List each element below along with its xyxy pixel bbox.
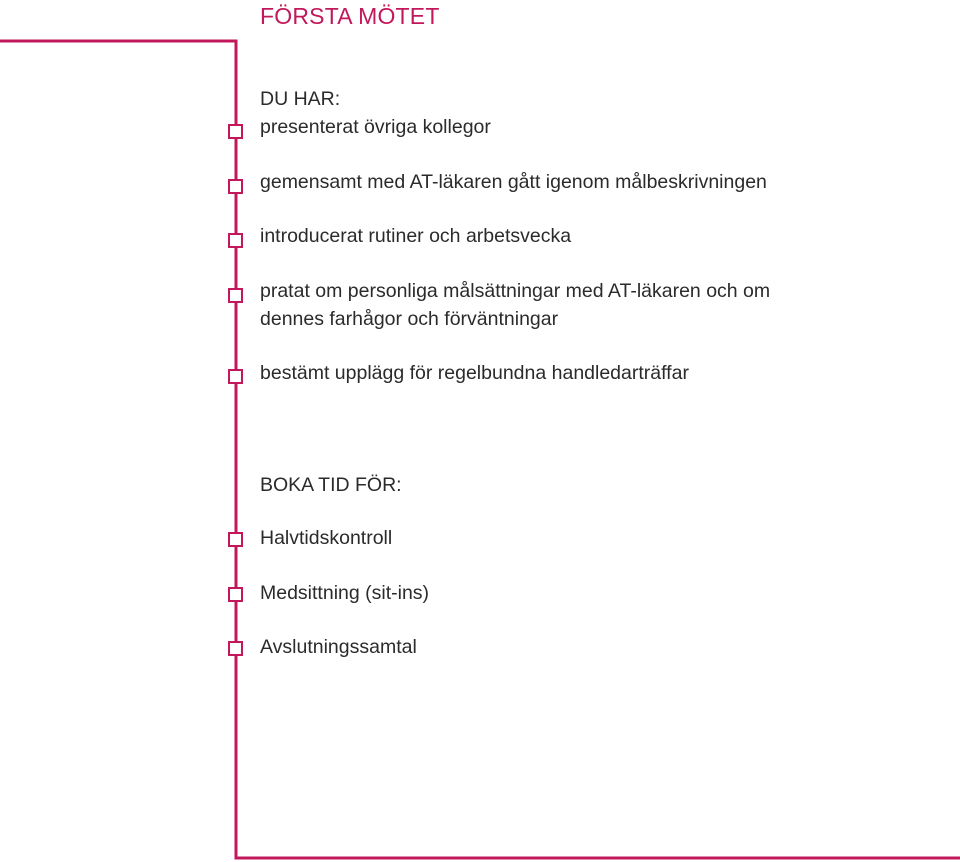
checklist-item-label: presenterat övriga kollegor [260,116,491,138]
checklist-item-label: pratat om personliga målsättningar med AT-läkaren och om [260,280,771,302]
checklist-item-label: gemensamt med AT-läkaren gått igenom målbeskrivningen [260,171,767,193]
checkbox-discussed-personal-goals[interactable] [228,288,243,303]
checkbox-reviewed-goals[interactable] [228,179,243,194]
frame-line [0,41,960,858]
checklist-item-label: Medsittning (sit-ins) [260,582,430,604]
checkbox-presented-colleagues[interactable] [228,124,243,139]
checklist-item-label: Avslutningssamtal [260,636,417,658]
checklist-item-label: introducerat rutiner och arbetsvecka [260,225,572,247]
checkbox-halvtidskontroll[interactable] [228,532,243,547]
section-heading-boka-tid: BOKA TID FÖR: [260,474,402,496]
section-heading-du-har: DU HAR: [260,88,341,110]
checklist-item-label: bestämt upplägg för regelbundna handledarträffar [260,362,689,384]
checkbox-decided-meeting-plan[interactable] [228,369,243,384]
checklist-item-label: Halvtidskontroll [260,527,393,549]
checkbox-medsittning[interactable] [228,587,243,602]
checklist-item-label-continued: dennes farhågor och förväntningar [260,308,559,330]
checkbox-avslutningssamtal[interactable] [228,641,243,656]
checkbox-introduced-routines[interactable] [228,233,243,248]
page-title: FÖRSTA MÖTET [260,3,440,29]
